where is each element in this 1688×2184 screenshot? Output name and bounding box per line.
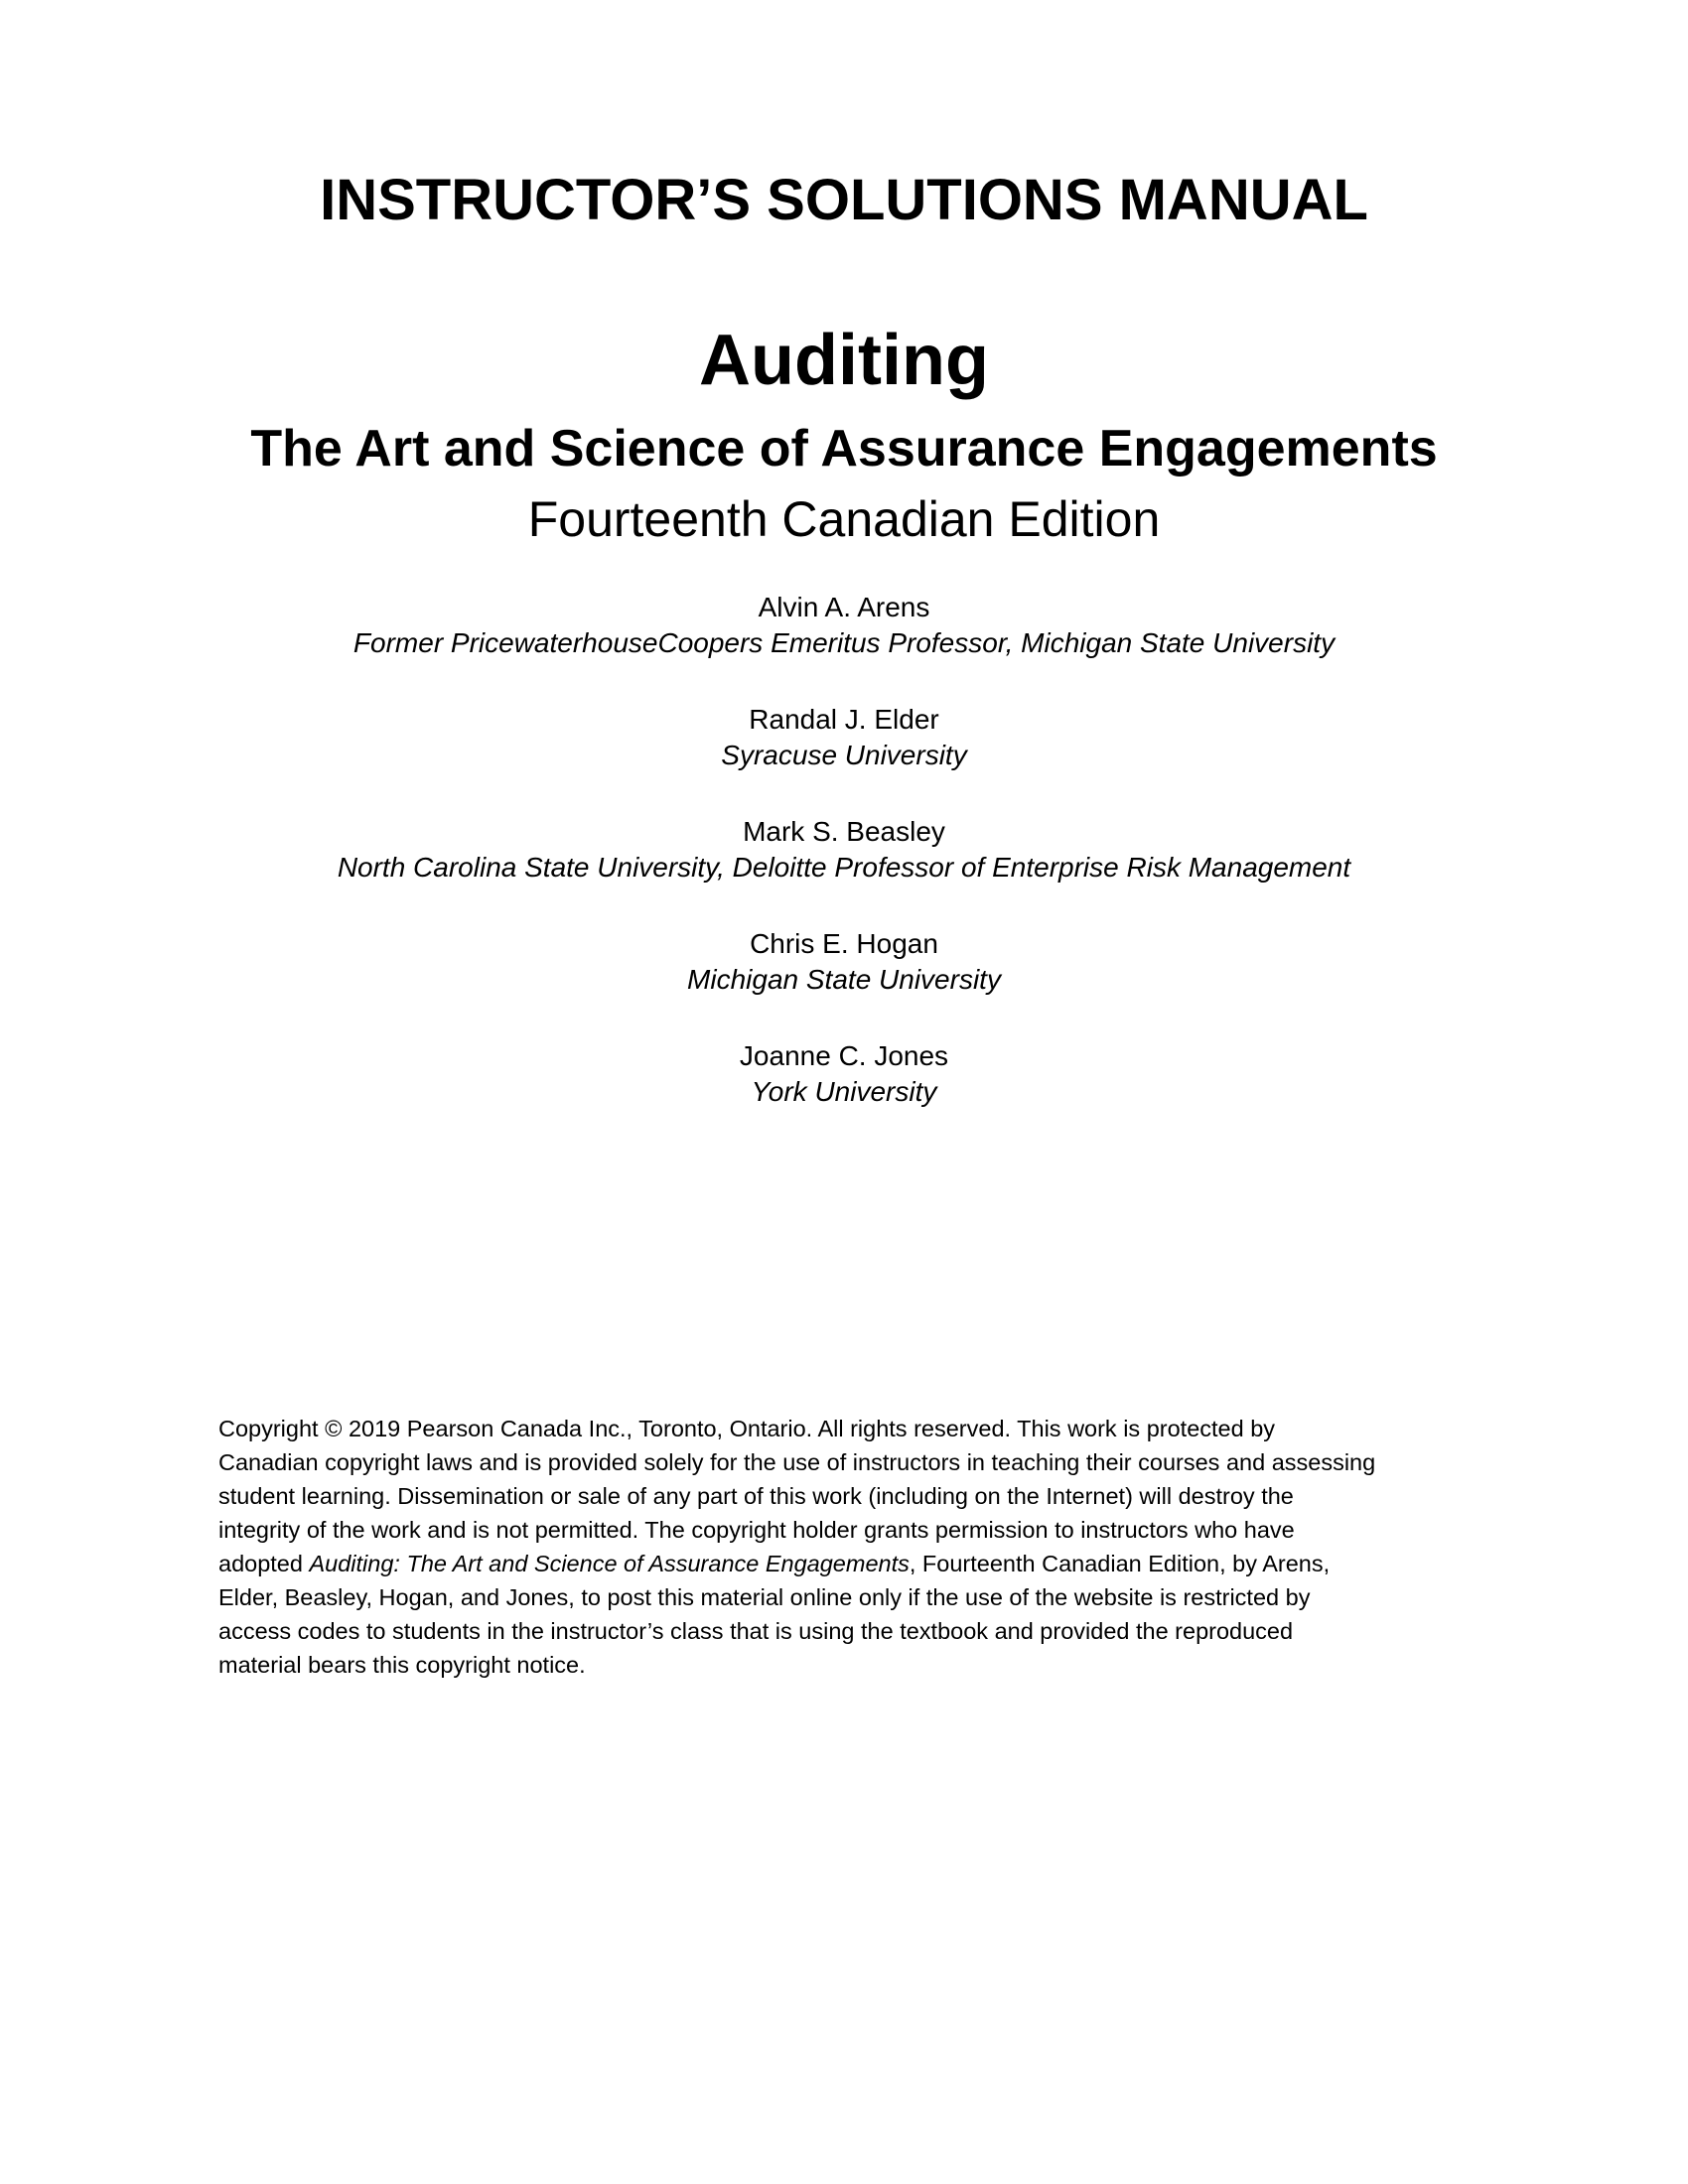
author-jones [0, 1038, 1688, 1151]
author-affiliation: Michigan State University [687, 964, 1001, 995]
author-affiliation: Former PricewaterhouseCoopers Emeritus Professor, Michigan State University [352, 627, 1336, 658]
book-subtitle: The Art and Science of Assurance Engagements [250, 420, 1438, 478]
copyright-line-suffix: , Fourteenth Canadian Edition, by Arens, [909, 1551, 1331, 1576]
author-beasley [0, 814, 1688, 926]
copyright-line: Copyright © 2019 Pearson Canada Inc., Toronto, Ontario. All rights reserved. This work is protected by [218, 1416, 1276, 1441]
book-edition: Fourteenth Canadian Edition [527, 491, 1161, 547]
author-name: Chris E. Hogan [750, 928, 938, 959]
author-affiliation: Syracuse University [721, 740, 967, 770]
copyright-line: Canadian copyright laws and is provided solely for the use of instructors in teaching their courses and assessing [218, 1449, 1376, 1475]
author-name: Joanne C. Jones [739, 1040, 949, 1071]
copyright-line: material bears this copyright notice. [218, 1652, 586, 1678]
copyright-line-prefix: adopted [218, 1551, 310, 1576]
copyright-line: student learning. Dissemination or sale of any part of this work (including on the Internet) will destroy the [218, 1483, 1294, 1509]
author-name: Alvin A. Arens [758, 592, 930, 622]
copyright-book-title: Auditing: The Art and Science of Assurance Engagements [309, 1551, 910, 1576]
copyright-line [218, 1547, 1479, 1580]
author-elder [0, 702, 1688, 814]
copyright-line: Elder, Beasley, Hogan, and Jones, to post this material online only if the use of the website is restricted by [218, 1584, 1311, 1610]
author-affiliation: North Carolina State University, Deloitte Professor of Enterprise Risk Management [337, 852, 1351, 883]
copyright-notice [218, 1412, 1479, 1682]
book-title: Auditing [699, 321, 989, 400]
author-list [0, 590, 1688, 1151]
manual-title: INSTRUCTOR’S SOLUTIONS MANUAL [320, 168, 1368, 232]
author-hogan [0, 926, 1688, 1038]
author-affiliation: York University [751, 1076, 937, 1107]
copyright-line: access codes to students in the instructor’s class that is using the textbook and provided the reproduced [218, 1618, 1294, 1644]
author-name: Randal J. Elder [749, 704, 939, 735]
author-arens [0, 590, 1688, 702]
author-name: Mark S. Beasley [743, 816, 945, 847]
copyright-line: integrity of the work and is not permitted. The copyright holder grants permission to instructors who have [218, 1517, 1295, 1543]
